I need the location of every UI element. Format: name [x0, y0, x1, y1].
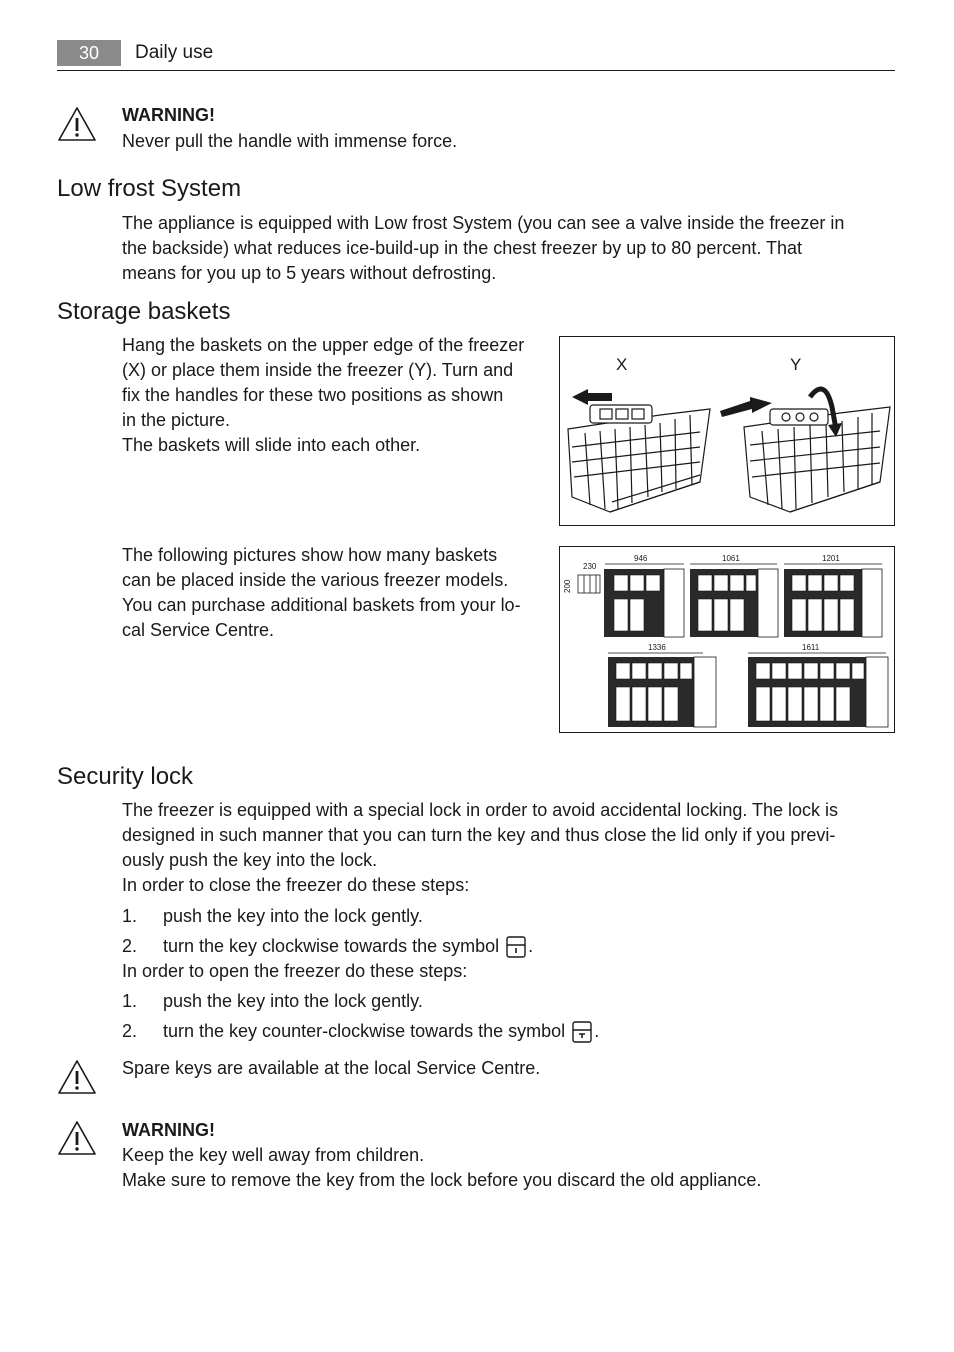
- text-line: designed in such manner that you can turn the key and thus close the lid only if you previ-: [122, 825, 836, 845]
- text-line: The following pictures show how many baskets: [122, 545, 498, 565]
- header-divider: [57, 70, 895, 71]
- step-number: 2.: [122, 936, 138, 956]
- text-line: The appliance is equipped with Low frost System (you can see a valve inside the freezer in: [122, 213, 845, 233]
- basket-positions-figure: [559, 336, 895, 526]
- text-line: The freezer is equipped with a special lock in order to avoid accidental locking. The lock is: [122, 800, 839, 820]
- warning-title: WARNING!: [122, 105, 215, 125]
- text-line: means for you up to 5 years without defrosting.: [122, 263, 497, 283]
- lock-open-icon: [572, 1021, 592, 1043]
- basket-y-icon: [744, 407, 890, 512]
- text-line: Hang the baskets on the upper edge of the freezer: [122, 335, 525, 355]
- sample-basket-icon: [578, 575, 600, 593]
- caution-triangle-icon: [57, 1059, 97, 1095]
- caution-text: Spare keys are available at the local Service Centre.: [122, 1058, 541, 1078]
- step-number: 2.: [122, 1021, 138, 1041]
- storage-paragraph-1: [122, 333, 524, 458]
- text-line: in the picture.: [122, 410, 231, 430]
- step-item: [163, 1019, 599, 1044]
- security-paragraph: [122, 798, 838, 898]
- model-label: 1336: [648, 643, 666, 652]
- text-line: can be placed inside the various freezer models.: [122, 570, 509, 590]
- step-number: 1.: [122, 991, 138, 1011]
- label-x: X: [616, 355, 628, 374]
- basket-illustration: [560, 337, 894, 525]
- text-line: cal Service Centre.: [122, 620, 275, 640]
- freezer-models-illustration: [560, 547, 894, 732]
- basket-height-label: 200: [563, 579, 572, 593]
- warning-triangle-icon: [57, 106, 97, 142]
- open-intro: In order to open the freezer do these steps:: [122, 961, 468, 981]
- step-number: 1.: [122, 906, 138, 926]
- freezer-1201-icon: [784, 569, 882, 637]
- step-item: [163, 934, 533, 959]
- text-line: the backside) what reduces ice-build-up in the chest freezer by up to 80 percent. That: [122, 238, 803, 258]
- arrow-left-icon: [572, 389, 612, 405]
- step-end: .: [528, 936, 534, 956]
- model-label: 1611: [802, 643, 820, 652]
- text-line: ously push the key into the lock.: [122, 850, 378, 870]
- step-text: turn the key clockwise towards the symbol: [163, 936, 500, 956]
- basket-width-label: 230: [583, 562, 597, 571]
- warning-triangle-icon: [57, 1120, 97, 1156]
- model-label: 1201: [822, 554, 840, 563]
- text-line: In order to close the freezer do these steps:: [122, 875, 470, 895]
- step-text: push the key into the lock gently.: [163, 906, 423, 926]
- text-line: The baskets will slide into each other.: [122, 435, 421, 455]
- page-number: 30: [57, 40, 121, 66]
- warning-text: Never pull the handle with immense force.: [122, 131, 458, 151]
- section-title: Daily use: [135, 42, 214, 63]
- freezer-1061-icon: [690, 569, 778, 637]
- warning-title: WARNING!: [122, 1120, 215, 1140]
- arrow-right-icon: [720, 397, 772, 417]
- text-line: (X) or place them inside the freezer (Y). Turn and: [122, 360, 514, 380]
- text-line: Keep the key well away from children.: [122, 1145, 425, 1165]
- step-text: push the key into the lock gently.: [163, 991, 423, 1011]
- freezer-models-figure: [559, 546, 895, 733]
- low-frost-heading: Low frost System: [57, 175, 242, 202]
- text-line: You can purchase additional baskets from your lo-: [122, 595, 521, 615]
- freezer-946-icon: [604, 569, 684, 637]
- text-line: fix the handles for these two positions as shown: [122, 385, 504, 405]
- storage-paragraph-2: [122, 543, 521, 643]
- model-label: 946: [634, 554, 648, 563]
- basket-x-icon: [568, 405, 710, 512]
- step-end: .: [594, 1021, 600, 1041]
- low-frost-paragraph: [122, 211, 844, 286]
- warning-text: [122, 1143, 761, 1193]
- security-lock-heading: Security lock: [57, 763, 194, 790]
- freezer-1611-icon: [748, 657, 888, 727]
- text-line: Make sure to remove the key from the lock before you discard the old appliance.: [122, 1170, 762, 1190]
- lock-closed-icon: [506, 936, 526, 958]
- step-text: turn the key counter-clockwise towards the symbol: [163, 1021, 566, 1041]
- storage-baskets-heading: Storage baskets: [57, 298, 231, 325]
- model-label: 1061: [722, 554, 740, 563]
- label-y: Y: [790, 355, 802, 374]
- freezer-1336-icon: [608, 657, 716, 727]
